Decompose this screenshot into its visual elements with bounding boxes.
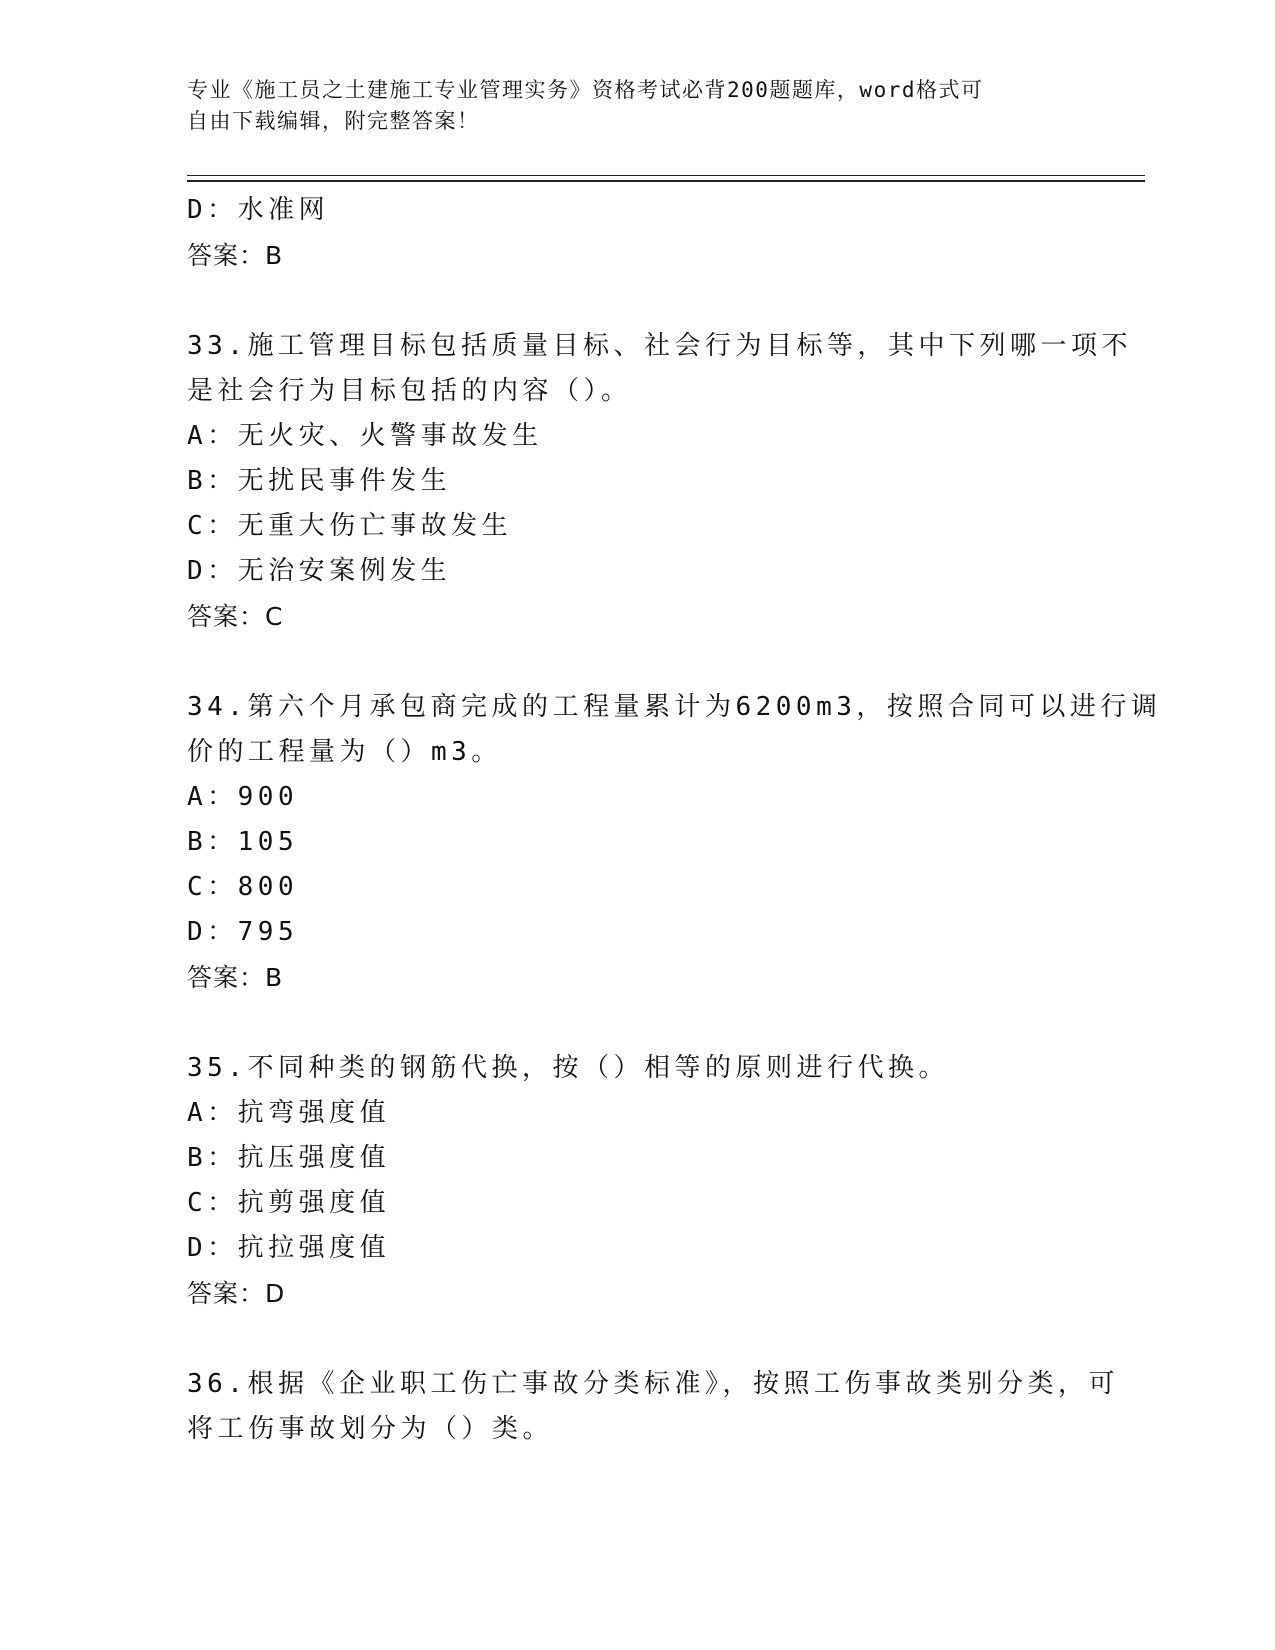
header-title-line-2: 自由下载编辑，附完整答案！ [187,109,480,133]
option-b: B：抗压强度值 [187,1143,391,1173]
spacer [187,278,1087,324]
header-divider-thin [187,175,1145,176]
header-divider-thick [187,180,1145,182]
question-stem-line-1: 33.施工管理目标包括质量目标、社会行为目标等，其中下列哪一项不 [187,331,1132,361]
option-a: A：无火灾、火警事故发生 [187,421,543,451]
option-a: A：900 [187,782,299,812]
question-35 [187,1046,1087,1316]
question-stem-line-2: 是社会行为目标包括的内容（）。 [187,376,632,406]
option-c: C：800 [187,872,299,902]
answer-line: 答案：C [187,602,284,631]
question-34 [187,685,1162,1000]
document-header [187,75,1067,137]
question-content [187,188,1162,1452]
question-stem-line-2: 将工伤事故划分为（）类。 [187,1414,554,1444]
spacer [187,639,1087,685]
option-b: B：无扰民事件发生 [187,466,452,496]
option-d: D：水准网 [187,195,330,225]
previous-question-tail [187,188,1087,278]
question-33 [187,324,1132,639]
option-c: C：抗剪强度值 [187,1188,391,1218]
option-d: D：无治安案例发生 [187,556,452,586]
question-stem-line-2: 价的工程量为（）m3。 [187,737,502,767]
answer-line: 答案：D [187,1279,286,1308]
header-title-line-1: 专业《施工员之土建施工专业管理实务》资格考试必背200题题库，word格式可 [187,78,984,102]
question-36 [187,1362,1119,1452]
question-stem-line-1: 34.第六个月承包商完成的工程量累计为6200m3，按照合同可以进行调 [187,692,1162,722]
question-stem-line-1: 35.不同种类的钢筋代换，按（）相等的原则进行代换。 [187,1053,949,1083]
spacer [187,1316,1087,1362]
option-a: A：抗弯强度值 [187,1098,391,1128]
option-d: D：795 [187,917,299,947]
question-stem-line-1: 36.根据《企业职工伤亡事故分类标准》，按照工伤事故类别分类，可 [187,1369,1119,1399]
option-d: D：抗拉强度值 [187,1233,391,1263]
answer-line: 答案：B [187,241,284,270]
spacer [187,1000,1087,1046]
option-b: B：105 [187,827,299,857]
answer-line: 答案：B [187,963,284,992]
option-c: C：无重大伤亡事故发生 [187,511,513,541]
